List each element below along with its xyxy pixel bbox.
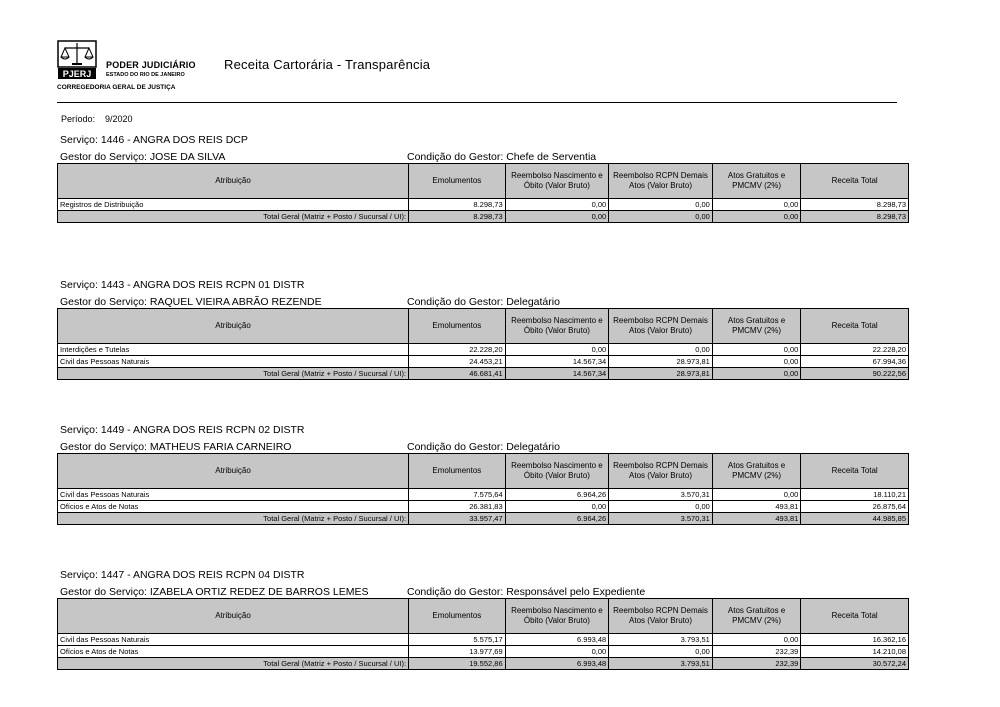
value-cell: 3.793,51: [609, 634, 713, 646]
value-cell: 22.228,20: [801, 344, 909, 356]
attribution-cell: Civil das Pessoas Naturais: [58, 634, 409, 646]
total-value: 8.298,73: [409, 211, 506, 223]
table-row: [58, 646, 909, 658]
service-manager: Gestor do Serviço: MATHEUS FARIA CARNEIRO: [60, 441, 292, 453]
total-value: 493,81: [712, 513, 801, 525]
attribution-cell: Ofícios e Atos de Notas: [58, 501, 409, 513]
column-header: Receita Total: [801, 454, 909, 489]
revenue-table: [57, 453, 909, 525]
value-cell: 0,00: [609, 646, 713, 658]
pjerj-logo-icon: [57, 40, 97, 80]
total-label: Total Geral (Matriz + Posto / Sucursal / UI):: [58, 211, 409, 223]
column-header: Reembolso RCPN Demais Atos (Valor Bruto): [609, 309, 713, 344]
column-header: Reembolso Nascimento e Óbito (Valor Bruto): [505, 164, 609, 199]
column-header: Atos Gratuitos e PMCMV (2%): [712, 454, 801, 489]
table-row: [58, 356, 909, 368]
service-manager: Gestor do Serviço: IZABELA ORTIZ REDEZ DE BARROS LEMES: [60, 586, 369, 598]
column-header: Receita Total: [801, 164, 909, 199]
total-value: 30.572,24: [801, 658, 909, 670]
value-cell: 0,00: [505, 344, 609, 356]
period-line: [61, 114, 133, 124]
total-value: 46.681,41: [409, 368, 506, 380]
column-header: Reembolso Nascimento e Óbito (Valor Bruto): [505, 599, 609, 634]
value-cell: 0,00: [712, 199, 801, 211]
total-value: 232,39: [712, 658, 801, 670]
column-header: Receita Total: [801, 599, 909, 634]
manager-condition: Condição do Gestor: Delegatário: [407, 441, 560, 453]
column-header: Atos Gratuitos e PMCMV (2%): [712, 309, 801, 344]
attribution-cell: Civil das Pessoas Naturais: [58, 356, 409, 368]
total-label: Total Geral (Matriz + Posto / Sucursal / UI):: [58, 658, 409, 670]
value-cell: 0,00: [505, 501, 609, 513]
service-manager: Gestor do Serviço: JOSE DA SILVA: [60, 151, 226, 163]
value-cell: 16.362,16: [801, 634, 909, 646]
total-value: 14.567,34: [505, 368, 609, 380]
attribution-cell: Civil das Pessoas Naturais: [58, 489, 409, 501]
value-cell: 7.575,64: [409, 489, 506, 501]
value-cell: 0,00: [505, 199, 609, 211]
revenue-table: [57, 163, 909, 223]
table-row: [58, 199, 909, 211]
column-header: Emolumentos: [409, 309, 506, 344]
attribution-cell: Ofícios e Atos de Notas: [58, 646, 409, 658]
logo-text: PJERJ: [62, 69, 92, 79]
value-cell: 13.977,69: [409, 646, 506, 658]
total-value: 0,00: [712, 211, 801, 223]
column-header: Atribuição: [58, 309, 409, 344]
revenue-table: [57, 598, 909, 670]
value-cell: 28.973,81: [609, 356, 713, 368]
value-cell: 8.298,73: [409, 199, 506, 211]
table-row: [58, 489, 909, 501]
service-title: Serviço: 1449 - ANGRA DOS REIS RCPN 02 DISTR: [60, 424, 305, 436]
period-label: Período:: [61, 114, 96, 124]
value-cell: 6.993,48: [505, 634, 609, 646]
total-value: 3.793,51: [609, 658, 713, 670]
table-header-row: [58, 164, 909, 199]
total-value: 6.964,26: [505, 513, 609, 525]
total-value: 19.552,86: [409, 658, 506, 670]
header-divider: [57, 102, 897, 103]
column-header: Emolumentos: [409, 164, 506, 199]
value-cell: 0,00: [712, 344, 801, 356]
value-cell: 0,00: [609, 344, 713, 356]
total-value: 0,00: [505, 211, 609, 223]
value-cell: 26.875,64: [801, 501, 909, 513]
total-value: 6.993,48: [505, 658, 609, 670]
value-cell: 0,00: [609, 501, 713, 513]
value-cell: 14.210,08: [801, 646, 909, 658]
column-header: Reembolso RCPN Demais Atos (Valor Bruto): [609, 454, 713, 489]
total-label: Total Geral (Matriz + Posto / Sucursal / UI):: [58, 368, 409, 380]
column-header: Atribuição: [58, 599, 409, 634]
value-cell: 0,00: [609, 199, 713, 211]
column-header: Atos Gratuitos e PMCMV (2%): [712, 164, 801, 199]
total-row: [58, 368, 909, 380]
value-cell: 0,00: [712, 634, 801, 646]
total-value: 8.298,73: [801, 211, 909, 223]
total-value: 44.985,85: [801, 513, 909, 525]
column-header: Emolumentos: [409, 454, 506, 489]
total-value: 3.570,31: [609, 513, 713, 525]
value-cell: 493,81: [712, 501, 801, 513]
institution-name: PODER JUDICIÁRIO: [106, 60, 196, 70]
table-row: [58, 501, 909, 513]
total-row: [58, 658, 909, 670]
column-header: Emolumentos: [409, 599, 506, 634]
value-cell: 22.228,20: [409, 344, 506, 356]
value-cell: 5.575,17: [409, 634, 506, 646]
column-header: Reembolso Nascimento e Óbito (Valor Bruto): [505, 309, 609, 344]
total-value: 0,00: [712, 368, 801, 380]
column-header: Reembolso RCPN Demais Atos (Valor Bruto): [609, 164, 713, 199]
table-header-row: [58, 599, 909, 634]
column-header: Reembolso Nascimento e Óbito (Valor Bruto): [505, 454, 609, 489]
column-header: Atribuição: [58, 454, 409, 489]
service-title: Serviço: 1443 - ANGRA DOS REIS RCPN 01 DISTR: [60, 279, 305, 291]
service-title: Serviço: 1446 - ANGRA DOS REIS DCP: [60, 134, 248, 146]
institution-department: CORREGEDORIA GERAL DE JUSTIÇA: [57, 84, 176, 91]
manager-condition: Condição do Gestor: Chefe de Serventia: [407, 151, 597, 163]
value-cell: 67.994,36: [801, 356, 909, 368]
value-cell: 3.570,31: [609, 489, 713, 501]
value-cell: 232,39: [712, 646, 801, 658]
value-cell: 26.381,83: [409, 501, 506, 513]
table-row: [58, 344, 909, 356]
column-header: Reembolso RCPN Demais Atos (Valor Bruto): [609, 599, 713, 634]
table-header-row: [58, 454, 909, 489]
total-value: 33.957,47: [409, 513, 506, 525]
total-row: [58, 211, 909, 223]
total-value: 28.973,81: [609, 368, 713, 380]
value-cell: 18.110,21: [801, 489, 909, 501]
total-value: 90.222,56: [801, 368, 909, 380]
service-title: Serviço: 1447 - ANGRA DOS REIS RCPN 04 DISTR: [60, 569, 305, 581]
manager-condition: Condição do Gestor: Responsável pelo Expediente: [407, 586, 646, 598]
value-cell: 24.453,21: [409, 356, 506, 368]
column-header: Atos Gratuitos e PMCMV (2%): [712, 599, 801, 634]
table-header-row: [58, 309, 909, 344]
page-header: [57, 40, 902, 102]
table-row: [58, 634, 909, 646]
total-row: [58, 513, 909, 525]
manager-condition: Condição do Gestor: Delegatário: [407, 296, 560, 308]
column-header: Atribuição: [58, 164, 409, 199]
service-manager: Gestor do Serviço: RAQUEL VIEIRA ABRÃO REZENDE: [60, 296, 322, 308]
value-cell: 0,00: [712, 356, 801, 368]
value-cell: 6.964,26: [505, 489, 609, 501]
institution-state: ESTADO DO RIO DE JANEIRO: [106, 72, 185, 78]
column-header: Receita Total: [801, 309, 909, 344]
value-cell: 0,00: [505, 646, 609, 658]
attribution-cell: Interdições e Tutelas: [58, 344, 409, 356]
period-value: 9/2020: [105, 114, 133, 124]
value-cell: 8.298,73: [801, 199, 909, 211]
value-cell: 14.567,34: [505, 356, 609, 368]
value-cell: 0,00: [712, 489, 801, 501]
attribution-cell: Registros de Distribuição: [58, 199, 409, 211]
document-title: Receita Cartorária - Transparência: [224, 57, 431, 72]
total-label: Total Geral (Matriz + Posto / Sucursal / UI):: [58, 513, 409, 525]
total-value: 0,00: [609, 211, 713, 223]
revenue-table: [57, 308, 909, 380]
